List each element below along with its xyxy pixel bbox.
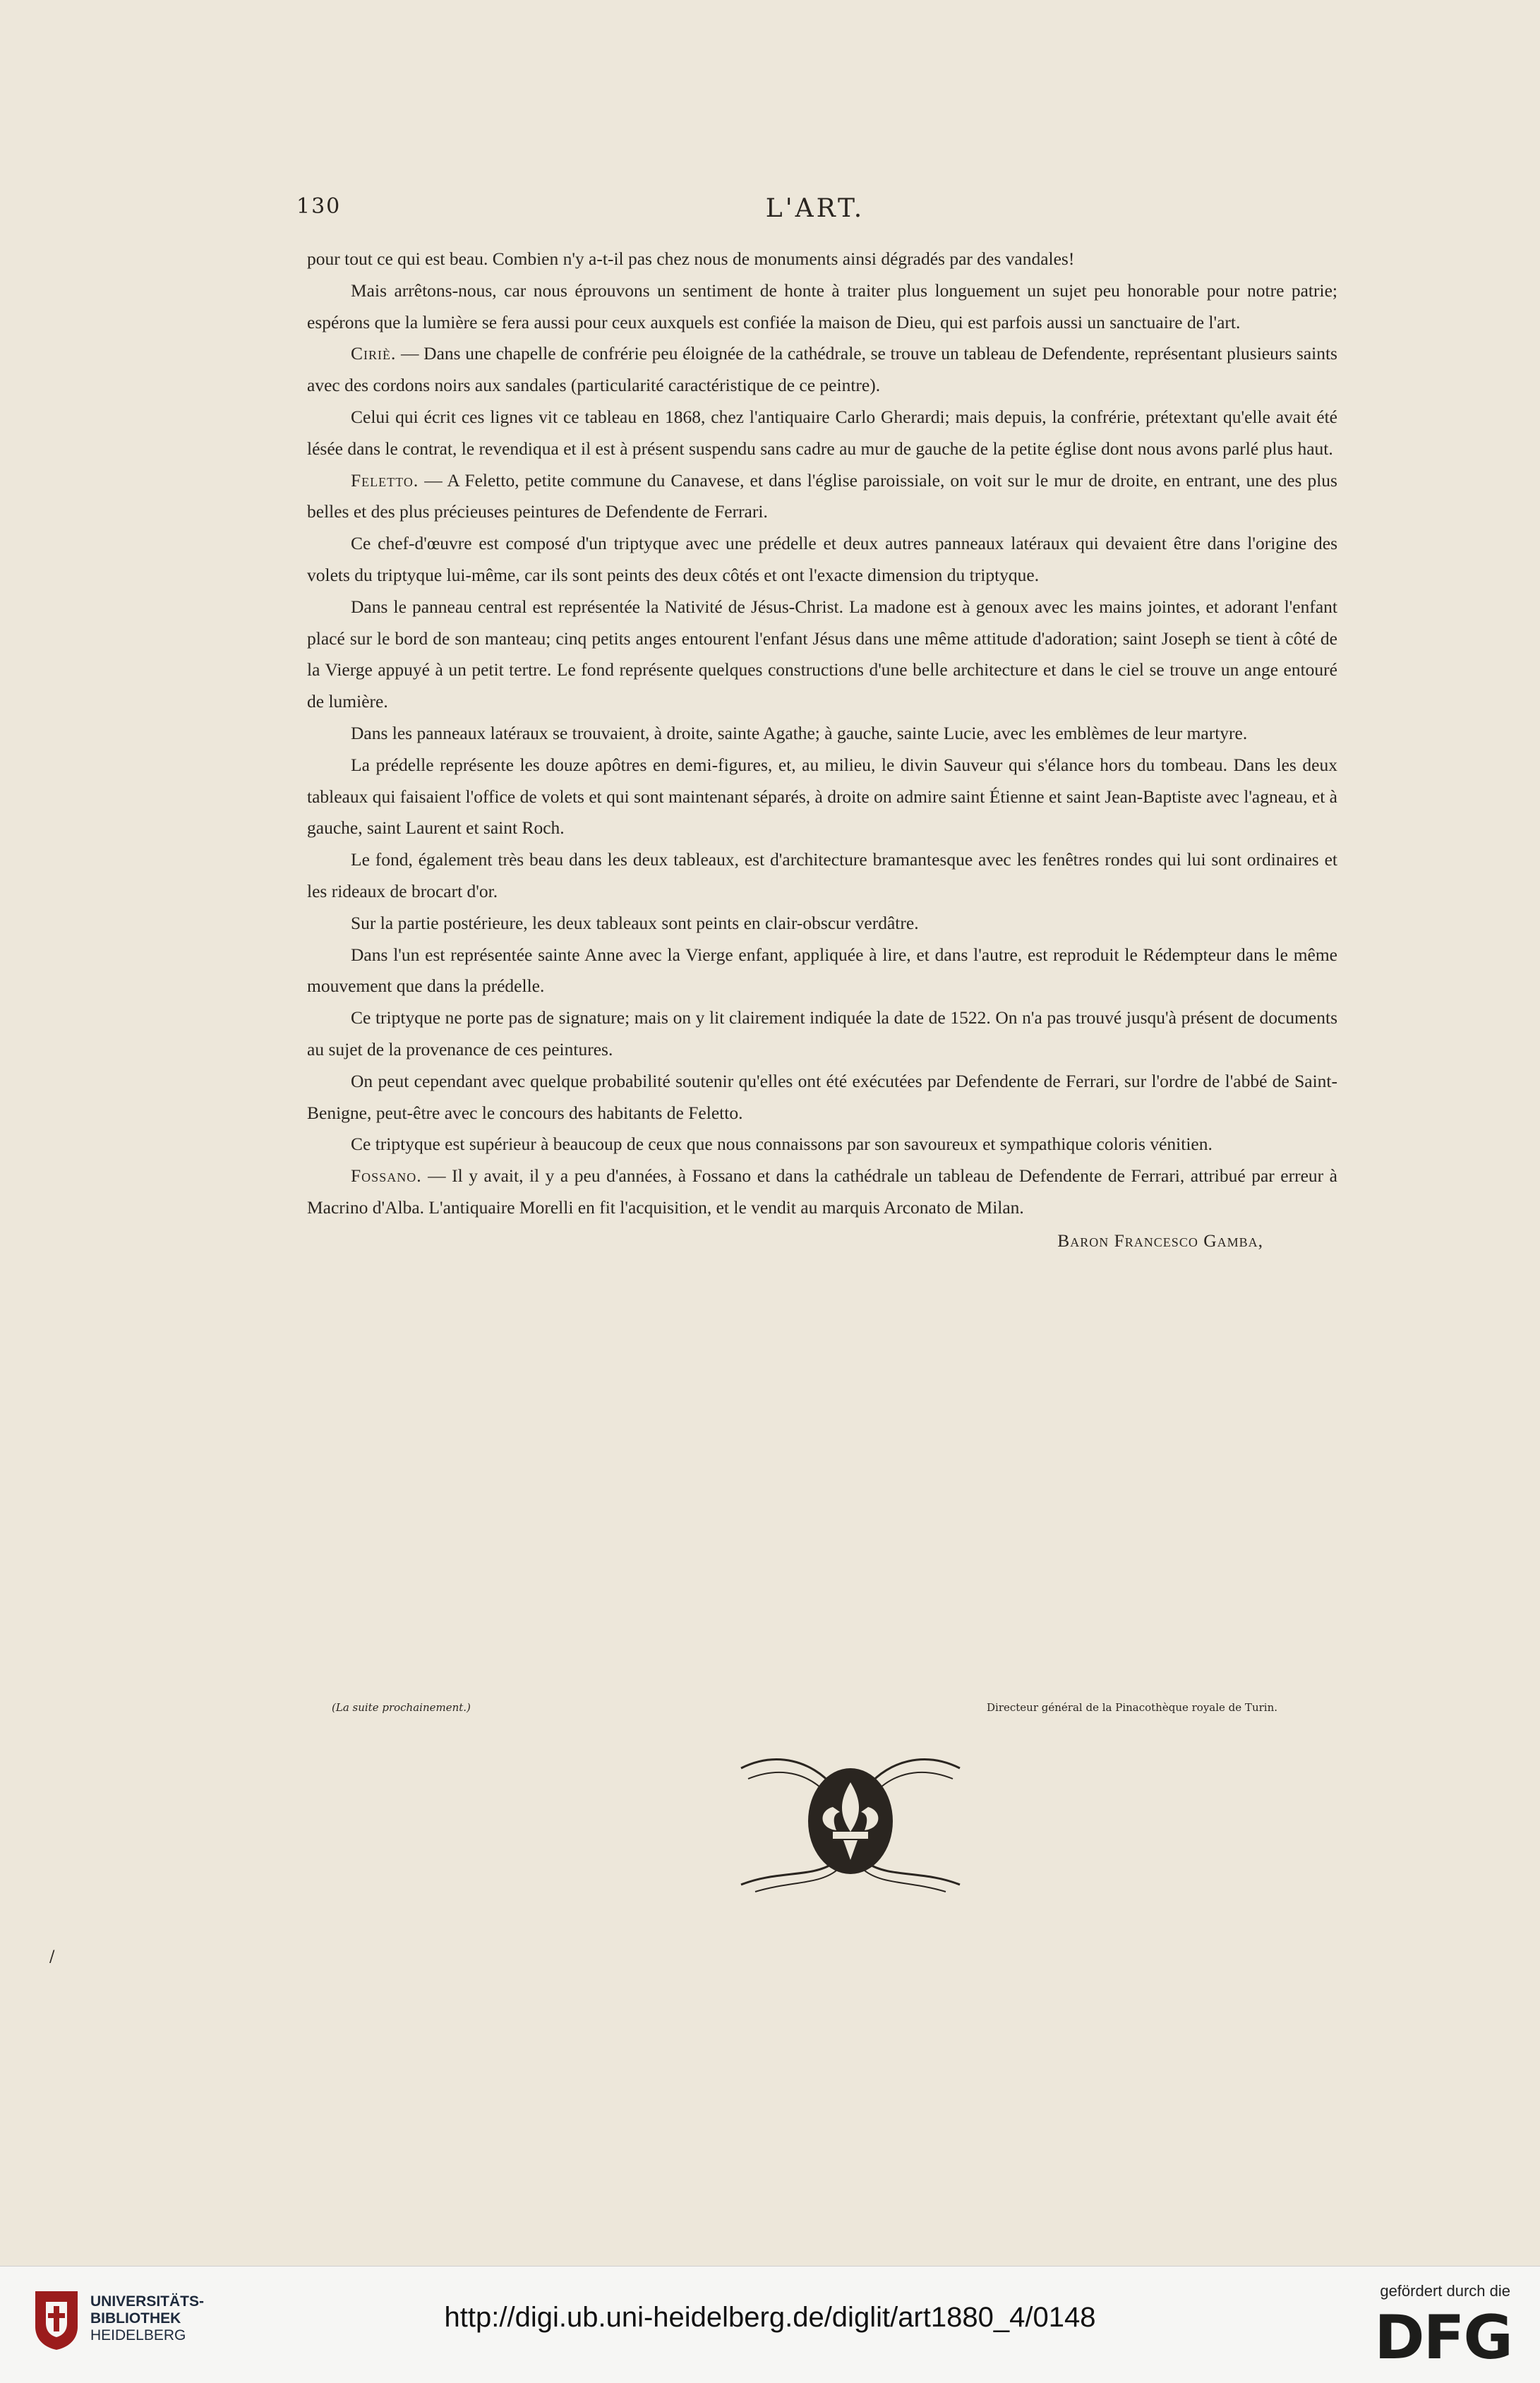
fleur-de-lis-ornament-icon [734,1747,967,1895]
section-lead: Feletto. [351,469,419,491]
article-paragraph [307,275,1337,339]
paragraph-text: Sur la partie postérieure, les deux tableaux sont peints en clair-obscur verdâtre. [351,912,919,933]
journal-title: L'ART. [765,194,865,223]
section-lead: Ciriè. [351,343,397,364]
paragraph-text: Le fond, également très beau dans les deux tableaux, est d'architecture bramantesque avec les fenêtres rondes qui lui sont ordinaires et les rideaux de brocart d'or. [307,849,1337,901]
source-url-link[interactable]: http://digi.ub.uni-heidelberg.de/diglit/art1880_4/0148 [444,2302,1096,2333]
footnotes [332,1701,1277,1722]
article-paragraph [307,844,1337,908]
author-signature: Baron Francesco Gamba, [1057,1230,1263,1251]
article-paragraph [307,718,1337,750]
article-paragraph [307,1066,1337,1129]
paragraph-text: Ce chef-d'œuvre est composé d'un triptyque avec une prédelle et deux autres panneaux latéraux qui devaient être dans l'origine des volets du triptyque lui-même, car ils sont peints des deux côtés et ont l'exacte dimension du triptyque. [307,533,1337,585]
stray-mark: / [49,1948,55,1966]
paragraph-text: Dans l'un est représentée sainte Anne avec la Vierge enfant, appliquée à lire, et dans l'autre, est reproduit le Rédempteur dans le même mouvement que dans la prédelle. [307,944,1337,997]
university-name: UNIVERSITÄTS- BIBLIOTHEK HEIDELBERG [90,2293,205,2343]
article-paragraph [307,244,1337,275]
paragraph-text: La prédelle représente les douze apôtres en demi-figures, et, au milieu, le divin Sauveur qui s'élance hors du tombeau. Dans les deux tableaux qui faisaient l'office de volets et qui sont maintenant séparés, à droite on admire saint Étienne et saint Jean-Baptiste avec l'agneau, et à gauche, saint Laurent et saint Roch. [307,754,1337,839]
paragraph-text: pour tout ce qui est beau. Combien n'y a-t-il pas chez nous de monuments ainsi dégradés par des vandales! [307,248,1075,269]
article-paragraph [307,465,1337,529]
paragraph-text: Ce triptyque est supérieur à beaucoup de ceux que nous connaissons par son savoureux et sympathique coloris vénitien. [351,1134,1213,1155]
paragraph-text: Celui qui écrit ces lignes vit ce tableau en 1868, chez l'antiquaire Carlo Gherardi; mais depuis, la confrérie, prétextant qu'elle avait été lésée dans le contrat, le revendiqua et il est à présent suspendu sans cadre au mur de gauche de la petite église dont nous avons parlé plus haut. [307,406,1337,459]
paragraph-text: Dans les panneaux latéraux se trouvaient, à droite, sainte Agathe; à gauche, sainte Lucie, avec les emblèmes de leur martyre. [351,722,1248,743]
dfg-logo: DFG [1374,2303,1512,2373]
suite-note: (La suite prochainement.) [332,1701,471,1714]
article-paragraph [307,402,1337,465]
article-paragraph [307,908,1337,940]
article-paragraph [307,1160,1337,1224]
article-paragraph [307,1002,1337,1066]
paragraph-text: On peut cependant avec quelque probabilité soutenir qu'elles ont été exécutées par Defendente de Ferrari, sur l'ordre de l'abbé de Saint-Benigne, peut-être avec le concours des habitants de Feletto. [307,1070,1337,1123]
page-number: 130 [296,194,342,219]
article-paragraph [307,528,1337,592]
digitization-footer [0,2266,1540,2383]
section-lead: Fossano. [351,1165,422,1187]
page-header [296,194,1334,229]
article-paragraph [307,750,1337,844]
paragraph-text: — Il y avait, il y a peu d'années, à Fossano et dans la cathédrale un tableau de Defendente de Ferrari, attribué par erreur à Macrino d'Alba. L'antiquaire Morelli en fit l'acquisition, et le vendit au marquis Arconato de Milan. [307,1165,1337,1218]
director-note: Directeur général de la Pinacothèque royale de Turin. [987,1701,1277,1714]
article-paragraph [307,940,1337,1003]
paragraph-text: Ce triptyque ne porte pas de signature; mais on y lit clairement indiquée la date de 1522. On n'a pas trouvé jusqu'à présent de documents au sujet de la provenance de ces peintures. [307,1007,1337,1060]
paragraph-text: Mais arrêtons-nous, car nous éprouvons un sentiment de honte à traiter plus longuement un sujet peu honorable pour notre patrie; espérons que la lumière se fera aussi pour ceux auxquels est confiée la maison de Dieu, qui est parfois aussi un sanctuaire de l'art. [307,280,1337,332]
article-body [307,244,1337,1257]
article-paragraph [307,1129,1337,1160]
paragraph-text: — A Feletto, petite commune du Canavese, et dans l'église paroissiale, on voit sur le mur de droite, en entrant, une des plus belles et des plus précieuses peintures de Defendente de Ferrari. [307,469,1337,522]
paragraph-text: — Dans une chapelle de confrérie peu éloignée de la cathédrale, se trouve un tableau de Defendente, représentant plusieurs saints avec des cordons noirs aux sandales (particularité caractéristique de ce peintre). [307,343,1337,396]
paragraph-text: Dans le panneau central est représentée la Nativité de Jésus-Christ. La madone est à genoux avec les mains jointes, et adorant l'enfant placé sur le bord de son manteau; cinq petits anges entourent l'enfant Jésus dans une même attitude d'adoration; saint Joseph se tient à côté de la Vierge appuyé à un petit tertre. Le fond représente quelques constructions d'une belle architecture et dans le ciel se trouve un ange entouré de lumière. [307,596,1337,712]
article-paragraph [307,338,1337,402]
article-paragraph [307,592,1337,718]
funding-note: gefördert durch die [1380,2282,1510,2300]
